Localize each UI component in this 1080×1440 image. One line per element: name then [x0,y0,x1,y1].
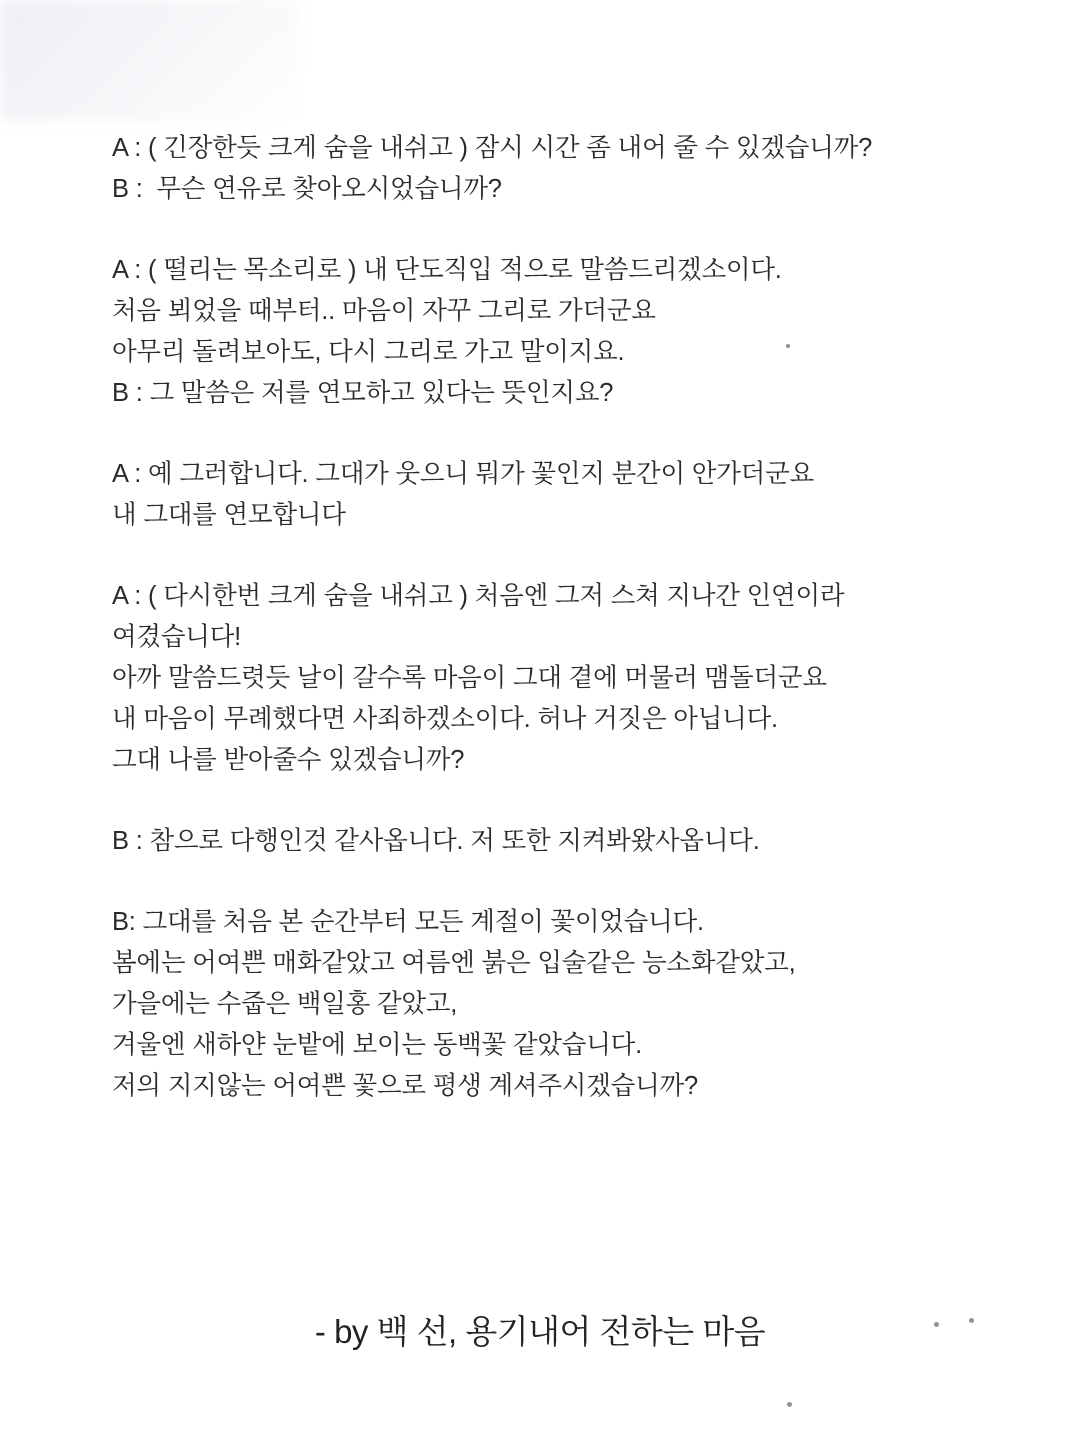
dust-speck [934,1322,939,1327]
dialogue-line: 내 마음이 무례했다면 사죄하겠소이다. 허나 거짓은 아닙니다. [112,705,778,733]
dialogue-line: 겨울엔 새하얀 눈밭에 보이는 동백꽃 같았습니다. [112,1031,642,1059]
dialogue-line: 처음 뵈었을 때부터.. 마음이 자꾸 그리로 가더군요 [112,297,656,325]
dialogue-paragraph [112,250,992,414]
dialogue-paragraph [112,576,992,781]
dust-speck [787,1402,792,1407]
dialogue-line: B : 참으로 다행인것 같사옵니다. 저 또한 지켜봐왔사옵니다. [112,827,760,855]
dialogue-line: B : 그 말씀은 저를 연모하고 있다는 뜻인지요? [112,379,614,407]
dialogue-line: 아까 말씀드렷듯 날이 갈수록 마음이 그대 곁에 머물러 맴돌더군요 [112,664,827,692]
dialogue-line: A : 예 그러합니다. 그대가 웃으니 뭐가 꽃인지 분간이 안가더군요 [112,460,814,488]
dialogue-line: A : ( 떨리는 목소리로 ) 내 단도직입 적으로 말씀드리겠소이다. [112,256,782,284]
dialogue-body [112,128,992,1107]
dialogue-line: 저의 지지않는 어여쁜 꽃으로 평생 계셔주시겠습니까? [112,1072,698,1100]
dialogue-line: 여겼습니다! [112,623,242,651]
dialogue-line: B: 그대를 처음 본 순간부터 모든 계절이 꽃이었습니다. [112,908,704,936]
dialogue-line: 내 그대를 연모합니다 [112,501,346,529]
dialogue-line: 그대 나를 받아줄수 있겠습니까? [112,746,465,774]
dialogue-paragraph [112,821,992,862]
dialogue-line: 봄에는 어여쁜 매화같았고 여름엔 붉은 입술같은 능소화같았고, [112,949,796,977]
author-signature: - by 백 선, 용기내어 전하는 마음 [314,1313,766,1350]
dialogue-line: A : ( 긴장한듯 크게 숨을 내쉬고 ) 잠시 시간 좀 내어 줄 수 있겠습니까? [112,134,873,162]
corner-gradient-decoration [0,0,300,120]
dialogue-line: A : ( 다시한번 크게 숨을 내쉬고 ) 처음엔 그저 스쳐 지나간 인연이라 [112,582,845,610]
dialogue-paragraph [112,128,992,210]
dialogue-paragraph [112,454,992,536]
dialogue-paragraph [112,902,992,1107]
dialogue-line: 아무리 돌려보아도, 다시 그리로 가고 말이지요. [112,338,625,366]
dialogue-line: B : 무슨 연유로 찾아오시었습니까? [112,175,502,203]
dust-speck [969,1318,974,1323]
dialogue-line: 가을에는 수줍은 백일홍 같았고, [112,990,458,1018]
dust-speck [786,344,790,348]
